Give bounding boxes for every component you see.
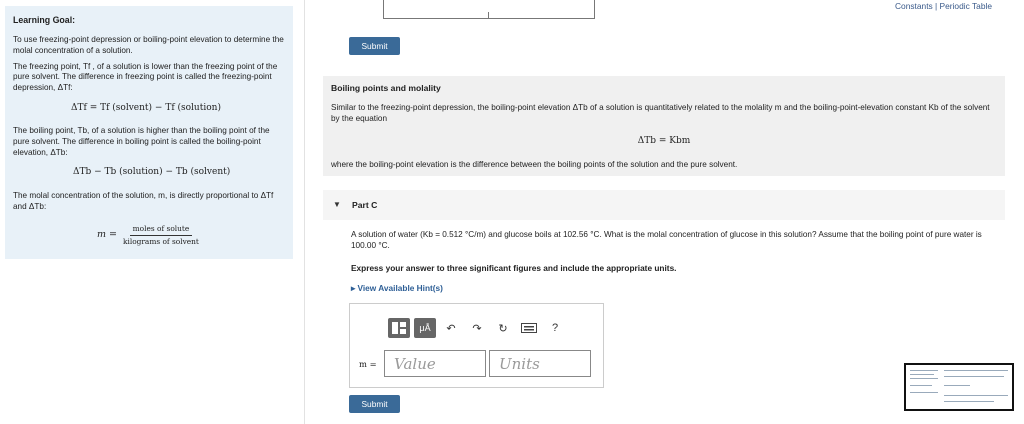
boiling-equation: ΔTb − Tb (solution) − Tb (solvent) [73,167,231,178]
answer-box [349,303,604,388]
page-thumbnail[interactable] [904,363,1014,411]
info-text-2: where the boiling-point elevation is the difference between the boiling points of the solution and the pure solvent. [331,160,738,170]
units-input[interactable]: Units [489,350,591,377]
info-text: Similar to the freezing-point depression, the boiling-point elevation ΔTb of a solution is quantitatively related to the molality m and the boiling-point-elevation constant Kb of the solvent by the equation [331,103,990,123]
freezing-equation: ΔTf = Tf (solvent) − Tf (solution) [71,102,221,113]
column-divider [304,0,305,424]
problem-text: A solution of water (Kb = 0.512 °C/m) and glucose boils at 102.56 °C. What is the molal concentration of glucose in this solution? Assume that the boiling point of pure water is 100.00 °C. [351,230,982,250]
learning-goal-panel [5,6,293,259]
info-box [323,76,1005,176]
molality-formula [97,224,285,246]
constants-periodic-link[interactable]: Constants | Periodic Table [895,1,992,11]
templates-icon[interactable] [388,318,410,338]
redo-icon[interactable]: ↷ [472,322,482,335]
formula-lhs: m = [97,229,117,241]
help-icon[interactable]: ? [551,322,559,334]
submit-button-previous[interactable]: Submit [349,37,400,55]
formula-numerator: moles of solute [130,224,193,236]
learning-goal-title: Learning Goal: [13,15,76,25]
learning-goal-intro: To use freezing-point depression or boiling-point elevation to determine the molal concentration of a solution. [13,35,284,56]
freezing-point-text: The freezing point, Tf , of a solution is lower than the freezing point of the pure solvent. The difference in freezing point is called the freezing-point depression, ΔTf: [13,61,278,93]
answer-toolbar [388,318,570,338]
keyboard-icon[interactable] [518,318,540,338]
previous-answer-field [383,0,595,19]
hint-link-label: View Available Hint(s) [357,283,443,293]
molal-text: The molal concentration of the solution, m, is directly proportional to ΔTf and ΔTb: [13,191,274,211]
formula-denominator: kilograms of solvent [123,236,199,246]
answer-label: m = [359,359,377,369]
collapse-triangle-icon[interactable]: ▼ [333,200,341,209]
reset-icon[interactable]: ↻ [498,322,508,335]
hint-arrow-icon: ▸ [351,283,358,293]
part-c-label: Part C [352,200,378,210]
value-input[interactable]: Value [384,350,486,377]
undo-icon[interactable]: ↶ [446,322,456,335]
boiling-point-text: The boiling point, Tb, of a solution is higher than the boiling point of the pure solvent. The difference in boiling point is called the boiling-point elevation, ΔTb: [13,126,270,157]
mu-a-icon[interactable]: μÅ [414,318,436,338]
constants-periodic-links[interactable] [895,1,992,11]
express-instructions: Express your answer to three significant figures and include the appropriate units. [351,263,677,273]
view-hints-link[interactable] [351,283,443,293]
info-title: Boiling points and molality [331,83,441,93]
info-equation: ΔTb = Kbm [637,136,691,147]
submit-button[interactable]: Submit [349,395,400,413]
part-c-header[interactable] [323,190,1005,220]
